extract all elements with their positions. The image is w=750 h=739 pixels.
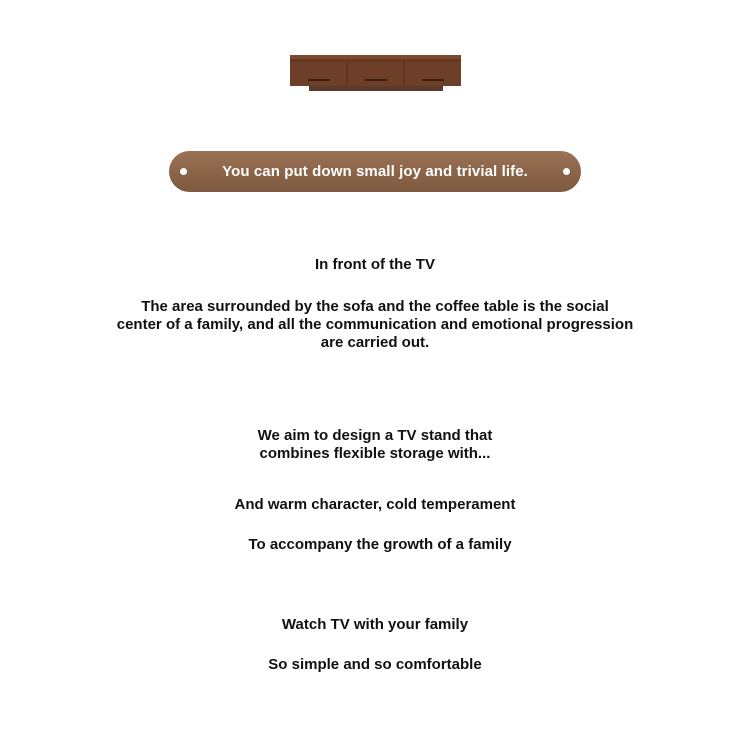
simple-line: So simple and so comfortable: [268, 656, 482, 673]
intro-paragraph: [110, 298, 640, 352]
banner-text: You can put down small joy and trivial life.: [222, 163, 528, 180]
banner-dot-left: [180, 168, 187, 175]
intro-line-1: The area surrounded by the sofa and the coffee table is the social: [141, 298, 609, 315]
tv-stand-icon: [289, 54, 462, 94]
section-heading: In front of the TV: [315, 256, 435, 273]
intro-line-2: center of a family, and all the communication and emotional progression: [116, 316, 634, 333]
aim-line-1: We aim to design a TV stand that: [257, 427, 493, 444]
aim-paragraph: [225, 427, 525, 463]
banner-dot-right: [563, 168, 570, 175]
promo-banner: [169, 151, 581, 192]
intro-line-3: are carried out.: [320, 334, 430, 351]
watch-line: Watch TV with your family: [281, 616, 469, 633]
aim-line-2: combines flexible storage with...: [259, 445, 491, 462]
warm-line: And warm character, cold temperament: [234, 496, 516, 513]
accompany-line: To accompany the growth of a family: [248, 536, 512, 553]
